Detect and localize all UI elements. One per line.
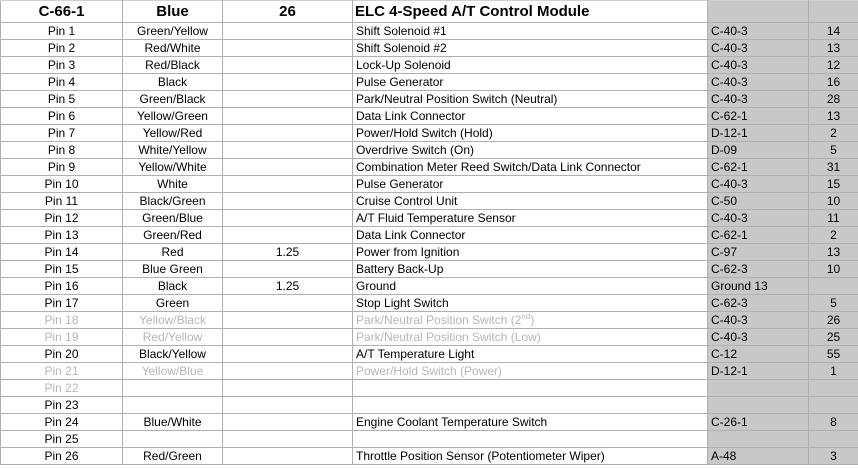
description-cell[interactable]: A/T Temperature Light xyxy=(353,346,708,363)
pin-cell[interactable]: Pin 25 xyxy=(1,431,123,448)
connector-pin-cell[interactable]: 28 xyxy=(809,91,858,108)
description-cell[interactable]: Lock-Up Solenoid xyxy=(353,57,708,74)
description-cell[interactable]: Park/Neutral Position Switch (Neutral) xyxy=(353,91,708,108)
description-cell[interactable]: Power/Hold Switch (Hold) xyxy=(353,125,708,142)
table-row xyxy=(1,108,858,125)
connector-cell[interactable]: C-62-1 xyxy=(708,159,809,176)
pin-cell[interactable]: Pin 22 xyxy=(1,380,123,397)
wire-color-cell[interactable] xyxy=(123,431,223,448)
pinout-table-body xyxy=(1,1,858,465)
description-cell[interactable]: Shift Solenoid #2 xyxy=(353,40,708,57)
header-count-cell[interactable]: 26 xyxy=(223,1,353,23)
table-row xyxy=(1,23,858,40)
connector-pin-cell[interactable] xyxy=(809,431,858,448)
description-cell[interactable]: Stop Light Switch xyxy=(353,295,708,312)
wire-gauge-cell[interactable]: 1.25 xyxy=(223,278,353,295)
table-row xyxy=(1,397,858,414)
description-cell[interactable]: Battery Back-Up xyxy=(353,261,708,278)
connector-pin-cell[interactable]: 1 xyxy=(809,363,858,380)
connector-pin-cell[interactable]: 25 xyxy=(809,329,858,346)
wire-gauge-cell[interactable] xyxy=(223,227,353,244)
table-row xyxy=(1,295,858,312)
wire-color-cell[interactable]: Red/Green xyxy=(123,448,223,465)
wire-color-cell[interactable] xyxy=(123,380,223,397)
wire-gauge-cell[interactable] xyxy=(223,431,353,448)
wire-color-cell[interactable]: Red xyxy=(123,244,223,261)
connector-cell[interactable]: C-40-3 xyxy=(708,329,809,346)
wire-gauge-cell[interactable] xyxy=(223,74,353,91)
table-row xyxy=(1,278,858,295)
connector-cell[interactable]: C-40-3 xyxy=(708,176,809,193)
pin-cell[interactable]: Pin 5 xyxy=(1,91,123,108)
wire-gauge-cell[interactable] xyxy=(223,380,353,397)
table-row xyxy=(1,210,858,227)
wire-gauge-cell[interactable] xyxy=(223,448,353,465)
description-cell[interactable] xyxy=(353,397,708,414)
wire-gauge-cell[interactable] xyxy=(223,159,353,176)
wire-gauge-cell[interactable]: 1.25 xyxy=(223,244,353,261)
header-title-cell[interactable]: ELC 4-Speed A/T Control Module xyxy=(353,1,708,23)
connector-cell[interactable]: C-40-3 xyxy=(708,40,809,57)
connector-pin-cell[interactable]: 26 xyxy=(809,312,858,329)
wire-gauge-cell[interactable] xyxy=(223,261,353,278)
connector-cell[interactable]: C-62-1 xyxy=(708,108,809,125)
wire-color-cell[interactable]: White xyxy=(123,176,223,193)
header-row xyxy=(1,1,858,23)
connector-pin-cell[interactable]: 13 xyxy=(809,244,858,261)
description-cell[interactable] xyxy=(353,431,708,448)
pin-cell[interactable]: Pin 14 xyxy=(1,244,123,261)
description-cell[interactable]: Data Link Connector xyxy=(353,227,708,244)
wire-color-cell[interactable]: Yellow/White xyxy=(123,159,223,176)
wire-color-cell[interactable]: Blue/White xyxy=(123,414,223,431)
pin-cell[interactable]: Pin 11 xyxy=(1,193,123,210)
wire-color-cell[interactable]: Green xyxy=(123,295,223,312)
description-cell[interactable]: Power/Hold Switch (Power) xyxy=(353,363,708,380)
table-row xyxy=(1,244,858,261)
pin-cell[interactable]: Pin 13 xyxy=(1,227,123,244)
connector-cell[interactable]: C-97 xyxy=(708,244,809,261)
wire-color-cell[interactable]: Red/White xyxy=(123,40,223,57)
pin-cell[interactable]: Pin 26 xyxy=(1,448,123,465)
connector-cell[interactable]: C-40-3 xyxy=(708,312,809,329)
description-cell[interactable]: A/T Fluid Temperature Sensor xyxy=(353,210,708,227)
wire-gauge-cell[interactable] xyxy=(223,193,353,210)
table-row xyxy=(1,431,858,448)
connector-pin-cell[interactable]: 15 xyxy=(809,176,858,193)
connector-pin-cell[interactable]: 2 xyxy=(809,125,858,142)
wire-gauge-cell[interactable] xyxy=(223,125,353,142)
table-row xyxy=(1,329,858,346)
connector-pin-cell[interactable]: 14 xyxy=(809,23,858,40)
description-cell[interactable]: Ground xyxy=(353,278,708,295)
wire-gauge-cell[interactable] xyxy=(223,91,353,108)
wire-gauge-cell[interactable] xyxy=(223,210,353,227)
description-cell[interactable]: Engine Coolant Temperature Switch xyxy=(353,414,708,431)
table-row xyxy=(1,142,858,159)
wire-gauge-cell[interactable] xyxy=(223,397,353,414)
description-cell[interactable]: Data Link Connector xyxy=(353,108,708,125)
description-cell[interactable]: Park/Neutral Position Switch (2nd) xyxy=(353,312,708,329)
wire-color-cell[interactable]: Green/Blue xyxy=(123,210,223,227)
wire-gauge-cell[interactable] xyxy=(223,40,353,57)
description-cell[interactable]: Power from Ignition xyxy=(353,244,708,261)
connector-cell[interactable]: C-62-1 xyxy=(708,227,809,244)
connector-pin-cell[interactable]: 10 xyxy=(809,261,858,278)
pin-cell[interactable]: Pin 15 xyxy=(1,261,123,278)
table-row xyxy=(1,448,858,465)
table-row xyxy=(1,57,858,74)
header-conn-cell[interactable] xyxy=(708,1,809,23)
pin-cell[interactable]: Pin 18 xyxy=(1,312,123,329)
connector-pin-cell[interactable] xyxy=(809,380,858,397)
wire-color-cell[interactable]: Yellow/Blue xyxy=(123,363,223,380)
connector-cell[interactable]: D-09 xyxy=(708,142,809,159)
wire-color-cell[interactable]: Black xyxy=(123,278,223,295)
table-row xyxy=(1,74,858,91)
wire-color-cell[interactable]: Black/Yellow xyxy=(123,346,223,363)
wire-color-cell[interactable]: White/Yellow xyxy=(123,142,223,159)
connector-pin-cell[interactable]: 10 xyxy=(809,193,858,210)
wire-gauge-cell[interactable] xyxy=(223,108,353,125)
connector-pin-cell[interactable]: 5 xyxy=(809,142,858,159)
table-row xyxy=(1,125,858,142)
connector-pin-cell[interactable]: 12 xyxy=(809,57,858,74)
pin-cell[interactable]: Pin 17 xyxy=(1,295,123,312)
table-row xyxy=(1,193,858,210)
wire-color-cell[interactable]: Blue Green xyxy=(123,261,223,278)
connector-cell[interactable]: C-40-3 xyxy=(708,210,809,227)
pin-cell[interactable]: Pin 2 xyxy=(1,40,123,57)
wire-color-cell[interactable]: Black xyxy=(123,74,223,91)
connector-cell[interactable]: C-62-3 xyxy=(708,295,809,312)
connector-cell[interactable] xyxy=(708,431,809,448)
connector-cell[interactable]: D-12-1 xyxy=(708,363,809,380)
connector-pin-cell[interactable]: 55 xyxy=(809,346,858,363)
table-row xyxy=(1,91,858,108)
pin-cell[interactable]: Pin 9 xyxy=(1,159,123,176)
pin-cell[interactable]: Pin 19 xyxy=(1,329,123,346)
connector-pin-cell[interactable]: 3 xyxy=(809,448,858,465)
description-cell[interactable]: Combination Meter Reed Switch/Data Link Connector xyxy=(353,159,708,176)
description-cell[interactable]: Park/Neutral Position Switch (Low) xyxy=(353,329,708,346)
connector-pin-cell[interactable]: 11 xyxy=(809,210,858,227)
table-row xyxy=(1,380,858,397)
connector-cell[interactable]: C-40-3 xyxy=(708,23,809,40)
wire-color-cell[interactable]: Green/Black xyxy=(123,91,223,108)
table-row xyxy=(1,346,858,363)
wire-color-cell[interactable] xyxy=(123,397,223,414)
connector-pin-cell[interactable]: 31 xyxy=(809,159,858,176)
table-row xyxy=(1,176,858,193)
wire-color-cell[interactable]: Black/Green xyxy=(123,193,223,210)
connector-pin-cell[interactable]: 2 xyxy=(809,227,858,244)
wire-color-cell[interactable]: Yellow/Red xyxy=(123,125,223,142)
wire-gauge-cell[interactable] xyxy=(223,57,353,74)
pin-cell[interactable]: Pin 21 xyxy=(1,363,123,380)
description-cell[interactable]: Pulse Generator xyxy=(353,176,708,193)
description-cell[interactable] xyxy=(353,380,708,397)
connector-cell[interactable] xyxy=(708,397,809,414)
table-row xyxy=(1,261,858,278)
description-cell[interactable]: Pulse Generator xyxy=(353,74,708,91)
connector-pin-cell[interactable]: 16 xyxy=(809,74,858,91)
table-row xyxy=(1,363,858,380)
header-connector-cell[interactable]: C-66-1 xyxy=(1,1,123,23)
description-cell[interactable]: Throttle Position Sensor (Potentiometer Wiper) xyxy=(353,448,708,465)
connector-pin-cell[interactable]: 13 xyxy=(809,40,858,57)
pin-cell[interactable]: Pin 20 xyxy=(1,346,123,363)
pin-cell[interactable]: Pin 10 xyxy=(1,176,123,193)
table-row xyxy=(1,312,858,329)
wire-gauge-cell[interactable] xyxy=(223,142,353,159)
connector-pin-cell[interactable]: 13 xyxy=(809,108,858,125)
wire-gauge-cell[interactable] xyxy=(223,23,353,40)
wire-gauge-cell[interactable] xyxy=(223,312,353,329)
pin-cell[interactable]: Pin 16 xyxy=(1,278,123,295)
connector-cell[interactable]: C-12 xyxy=(708,346,809,363)
table-row xyxy=(1,40,858,57)
connector-cell[interactable] xyxy=(708,380,809,397)
wire-color-cell[interactable]: Green/Yellow xyxy=(123,23,223,40)
wire-color-cell[interactable]: Yellow/Black xyxy=(123,312,223,329)
connector-pin-cell[interactable] xyxy=(809,397,858,414)
description-cell[interactable]: Shift Solenoid #1 xyxy=(353,23,708,40)
pin-cell[interactable]: Pin 24 xyxy=(1,414,123,431)
description-cell[interactable]: Cruise Control Unit xyxy=(353,193,708,210)
pin-cell[interactable]: Pin 3 xyxy=(1,57,123,74)
connector-pin-cell[interactable]: 8 xyxy=(809,414,858,431)
connector-cell[interactable]: C-62-3 xyxy=(708,261,809,278)
wire-color-cell[interactable]: Green/Red xyxy=(123,227,223,244)
table-row xyxy=(1,159,858,176)
pin-cell[interactable]: Pin 6 xyxy=(1,108,123,125)
header-color-cell[interactable]: Blue xyxy=(123,1,223,23)
wire-gauge-cell[interactable] xyxy=(223,295,353,312)
connector-cell[interactable]: C-50 xyxy=(708,193,809,210)
connector-cell[interactable]: C-40-3 xyxy=(708,91,809,108)
connector-pin-cell[interactable] xyxy=(809,278,858,295)
connector-cell[interactable]: C-40-3 xyxy=(708,74,809,91)
pin-cell[interactable]: Pin 7 xyxy=(1,125,123,142)
wire-gauge-cell[interactable] xyxy=(223,329,353,346)
wire-color-cell[interactable]: Red/Yellow xyxy=(123,329,223,346)
pin-cell[interactable]: Pin 4 xyxy=(1,74,123,91)
connector-cell[interactable]: C-26-1 xyxy=(708,414,809,431)
connector-cell[interactable]: Ground 13 xyxy=(708,278,809,295)
connector-cell[interactable]: C-40-3 xyxy=(708,57,809,74)
pin-cell[interactable]: Pin 8 xyxy=(1,142,123,159)
description-cell[interactable]: Overdrive Switch (On) xyxy=(353,142,708,159)
wire-color-cell[interactable]: Red/Black xyxy=(123,57,223,74)
wire-gauge-cell[interactable] xyxy=(223,346,353,363)
connector-cell[interactable]: A-48 xyxy=(708,448,809,465)
pin-cell[interactable]: Pin 12 xyxy=(1,210,123,227)
wire-gauge-cell[interactable] xyxy=(223,176,353,193)
wire-gauge-cell[interactable] xyxy=(223,414,353,431)
table-row xyxy=(1,227,858,244)
table-row xyxy=(1,414,858,431)
connector-pin-cell[interactable]: 5 xyxy=(809,295,858,312)
pin-cell[interactable]: Pin 1 xyxy=(1,23,123,40)
header-num-cell[interactable] xyxy=(809,1,858,23)
pin-cell[interactable]: Pin 23 xyxy=(1,397,123,414)
wire-color-cell[interactable]: Yellow/Green xyxy=(123,108,223,125)
wire-gauge-cell[interactable] xyxy=(223,363,353,380)
connector-cell[interactable]: D-12-1 xyxy=(708,125,809,142)
